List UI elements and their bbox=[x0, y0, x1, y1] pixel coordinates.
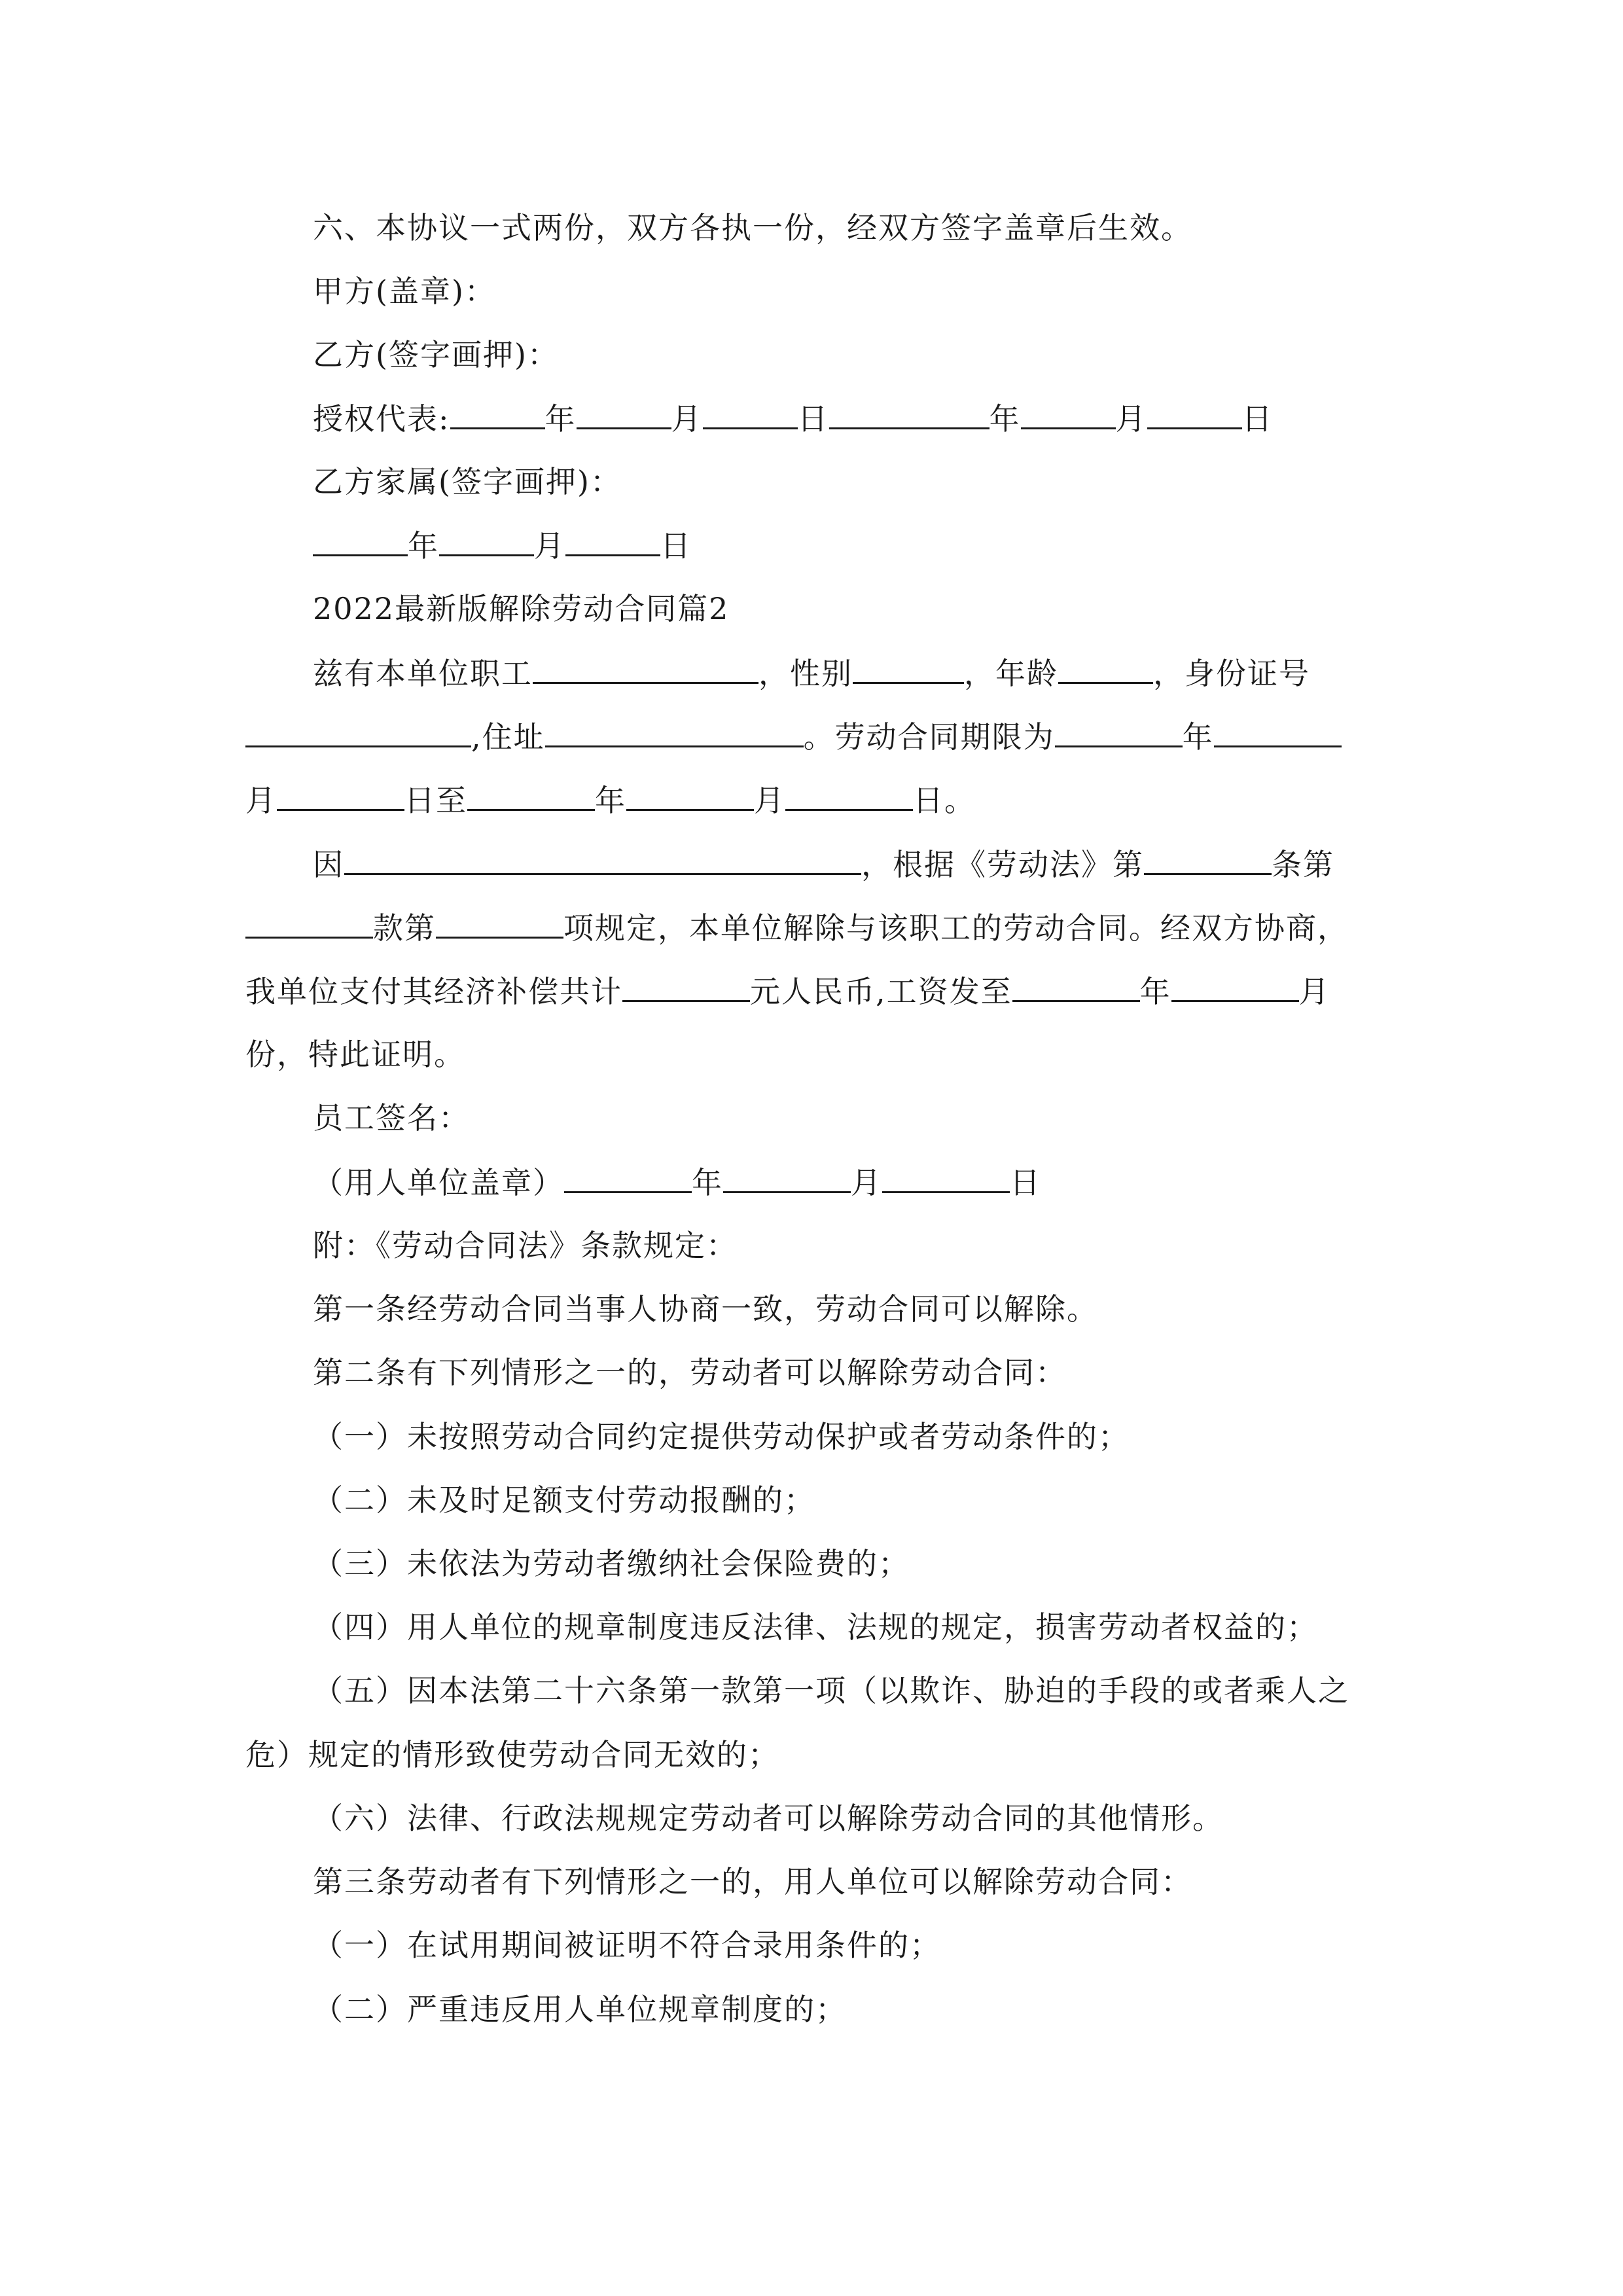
text-span: （用人单位盖章） bbox=[313, 1165, 564, 1200]
article-one: 第一条经劳动合同当事人协商一致，劳动合同可以解除。 bbox=[313, 1291, 1098, 1327]
blank-field bbox=[577, 399, 671, 429]
blank-field bbox=[245, 717, 471, 747]
text-span: 月 bbox=[245, 783, 277, 818]
year-label: 年 bbox=[408, 528, 439, 564]
blank-field bbox=[785, 780, 913, 811]
text-span: 年 bbox=[1139, 974, 1171, 1009]
blank-field bbox=[829, 399, 990, 429]
article-three: 第三条劳动者有下列情形之一的，用人单位可以解除劳动合同： bbox=[313, 1864, 1192, 1899]
authorized-rep-label: 授权代表: bbox=[313, 401, 450, 437]
text-span: 年 bbox=[1182, 719, 1214, 755]
blank-field bbox=[564, 1162, 692, 1193]
article-two-item-4: （四）用人单位的规章制度违反法律、法规的规定，损害劳动者权益的； bbox=[313, 1609, 1318, 1645]
blank-field bbox=[439, 526, 534, 556]
blank-field bbox=[703, 399, 798, 429]
blank-field bbox=[545, 717, 804, 747]
clause-line bbox=[245, 908, 1349, 948]
article-two-item-1: （一）未按照劳动合同约定提供劳动保护或者劳动条件的； bbox=[313, 1419, 1130, 1454]
text-span: 月 bbox=[1298, 974, 1330, 1009]
year-label: 年 bbox=[692, 1165, 723, 1200]
blank-field bbox=[1021, 399, 1116, 429]
blank-field bbox=[1147, 399, 1242, 429]
text-span: ，身份证号 bbox=[1153, 656, 1310, 691]
blank-field bbox=[1214, 717, 1342, 747]
text-span: 条第 bbox=[1272, 847, 1334, 882]
text-span: 。劳动合同期限为 bbox=[803, 719, 1055, 755]
text-span: ，年龄 bbox=[964, 656, 1058, 691]
address-line bbox=[245, 717, 1342, 757]
blank-field bbox=[1055, 717, 1183, 747]
blank-field bbox=[626, 780, 754, 811]
authorized-rep-line bbox=[313, 399, 1274, 439]
article-three-item-2: （二）严重违反用人单位规章制度的； bbox=[313, 1992, 847, 2027]
blank-field bbox=[723, 1162, 851, 1193]
blank-field bbox=[1012, 971, 1140, 1002]
blank-field bbox=[344, 844, 861, 875]
employee-signature: 员工签名： bbox=[313, 1100, 470, 1136]
day-label: 日 bbox=[660, 528, 692, 564]
text-span: 款第 bbox=[373, 910, 436, 946]
party-b-family-sign: 乙方家属(签字画押)： bbox=[313, 464, 622, 499]
appendix-heading: 附：《劳动合同法》条款规定： bbox=[313, 1228, 738, 1263]
year-label: 年 bbox=[989, 401, 1021, 437]
article-two-item-3: （三）未依法为劳动者缴纳社会保险费的； bbox=[313, 1546, 910, 1581]
blank-field bbox=[245, 908, 373, 939]
blank-field bbox=[467, 780, 595, 811]
text-span: 因 bbox=[313, 847, 344, 882]
day-label: 日 bbox=[797, 401, 829, 437]
blank-field bbox=[1144, 844, 1272, 875]
date-line bbox=[313, 526, 692, 565]
text-span: 日。 bbox=[913, 783, 976, 818]
article-three-item-1: （一）在试用期间被证明不符合录用条件的； bbox=[313, 1928, 941, 1963]
blank-field bbox=[277, 780, 404, 811]
section-heading: 2022最新版解除劳动合同篇2 bbox=[313, 591, 730, 626]
text-span: ,住址 bbox=[471, 719, 545, 755]
text-span: 我单位支付其经济补偿共计 bbox=[245, 974, 622, 1009]
clause-six: 六、本协议一式两份，双方各执一份，经双方签字盖章后生效。 bbox=[313, 210, 1192, 245]
blank-field bbox=[882, 1162, 1010, 1193]
employer-seal-line bbox=[313, 1162, 1041, 1202]
compensation-line bbox=[245, 971, 1330, 1011]
text-span: 日至 bbox=[404, 783, 467, 818]
text-span: ，性别 bbox=[758, 656, 853, 691]
month-label: 月 bbox=[1115, 401, 1147, 437]
blank-field bbox=[622, 971, 750, 1002]
blank-field bbox=[436, 908, 563, 939]
blank-field bbox=[533, 653, 758, 684]
blank-field bbox=[1058, 653, 1153, 684]
blank-field bbox=[450, 399, 545, 429]
party-b-sign: 乙方(签字画押)： bbox=[313, 337, 559, 372]
article-two-item-6: （六）法律、行政法规规定劳动者可以解除劳动合同的其他情形。 bbox=[313, 1801, 1224, 1836]
reason-line bbox=[313, 844, 1334, 884]
contract-period-line bbox=[245, 780, 976, 820]
article-two: 第二条有下列情形之一的，劳动者可以解除劳动合同： bbox=[313, 1355, 1067, 1390]
text-span: 月 bbox=[754, 783, 785, 818]
article-two-item-5-cont: 危）规定的情形致使劳动合同无效的； bbox=[245, 1737, 779, 1772]
blank-field bbox=[853, 653, 964, 684]
day-label: 日 bbox=[1010, 1165, 1041, 1200]
month-label: 月 bbox=[534, 528, 565, 564]
day-label: 日 bbox=[1241, 401, 1274, 437]
month-label: 月 bbox=[851, 1165, 882, 1200]
text-span: ，根据《劳动法》第 bbox=[861, 847, 1144, 882]
text-span: 项规定，本单位解除与该职工的劳动合同。经双方协商， bbox=[563, 910, 1349, 946]
blank-field bbox=[1171, 971, 1299, 1002]
text-span: 元人民币,工资发至 bbox=[750, 974, 1012, 1009]
article-two-item-2: （二）未及时足额支付劳动报酬的； bbox=[313, 1482, 815, 1518]
text-span: 年 bbox=[595, 783, 626, 818]
text-span: 兹有本单位职工 bbox=[313, 656, 533, 691]
party-a-seal: 甲方(盖章)： bbox=[313, 274, 496, 309]
article-two-item-5: （五）因本法第二十六条第一款第一项（以欺诈、胁迫的手段的或者乘人之 bbox=[313, 1673, 1349, 1708]
blank-field bbox=[313, 526, 408, 556]
blank-field bbox=[565, 526, 660, 556]
month-label: 月 bbox=[671, 401, 703, 437]
year-label: 年 bbox=[544, 401, 577, 437]
employee-info-line bbox=[313, 653, 1310, 693]
certification-line: 份，特此证明。 bbox=[245, 1037, 465, 1072]
